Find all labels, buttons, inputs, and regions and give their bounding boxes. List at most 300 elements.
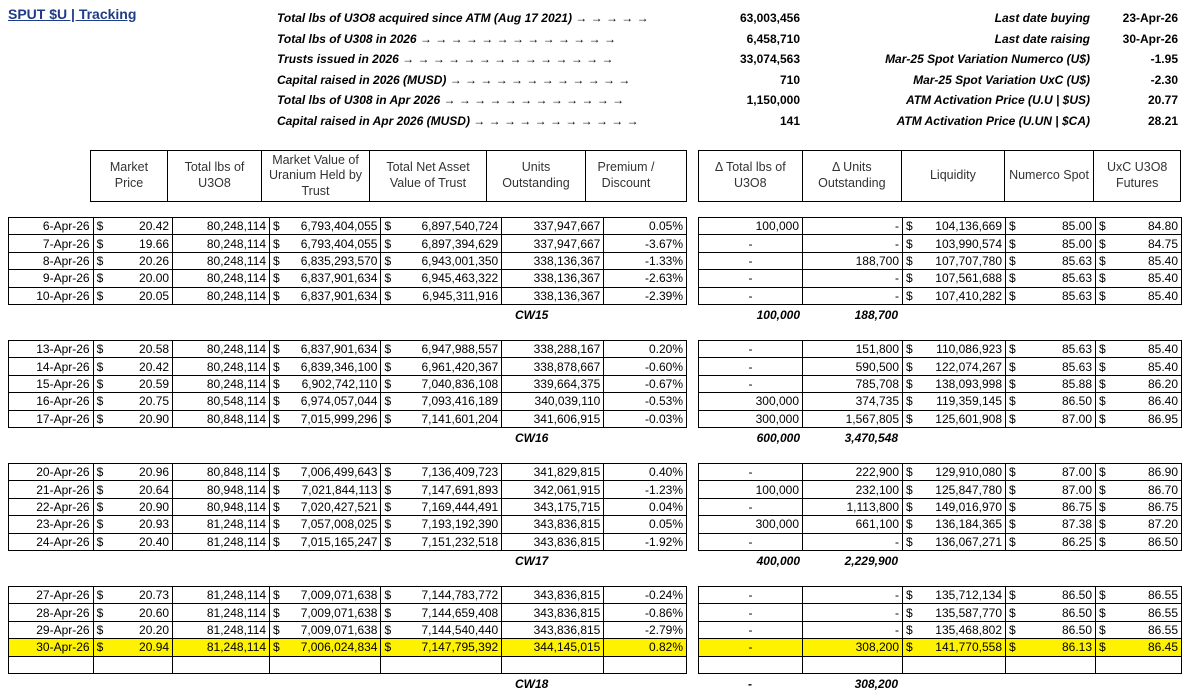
numerco-spot-cell[interactable]: 85.00 [1020, 218, 1096, 235]
empty-cell [395, 656, 501, 673]
table-row[interactable] [699, 639, 1182, 656]
delta-lbs-cell[interactable]: - [699, 287, 803, 304]
delta-lbs-cell[interactable]: - [699, 235, 803, 252]
delta-units-cell[interactable]: 785,708 [803, 375, 903, 392]
units-outstanding-cell[interactable]: 338,878,667 [502, 358, 604, 375]
currency-symbol: $ [381, 464, 395, 481]
date-cell[interactable]: 14-Apr-26 [9, 358, 94, 375]
market-value-cell[interactable]: 7,006,499,643 [284, 464, 381, 481]
table-row[interactable] [699, 393, 1182, 410]
nav-cell[interactable]: 6,945,311,916 [395, 287, 501, 304]
nav-cell[interactable]: 7,147,691,893 [395, 481, 501, 498]
table-row[interactable] [699, 287, 1182, 304]
date-cell[interactable]: 9-Apr-26 [9, 270, 94, 287]
premium-cell[interactable]: -2.63% [604, 270, 687, 287]
table-row[interactable] [699, 375, 1182, 392]
nav-cell[interactable]: 6,897,540,724 [395, 218, 501, 235]
nav-cell[interactable]: 7,144,783,772 [395, 587, 501, 604]
delta-units-cell[interactable]: 188,700 [803, 252, 903, 269]
delta-units-cell[interactable]: 232,100 [803, 481, 903, 498]
numerco-spot-cell[interactable]: 86.50 [1020, 604, 1096, 621]
summary-label: ATM Activation Price (U.UN | $CA) [896, 113, 1090, 128]
table-row[interactable] [9, 464, 687, 481]
table-row[interactable] [9, 481, 687, 498]
delta-lbs-cell[interactable]: - [699, 621, 803, 638]
numerco-spot-cell[interactable]: 85.63 [1020, 270, 1096, 287]
market-price-cell[interactable]: 20.96 [108, 464, 173, 481]
delta-units-cell[interactable]: - [803, 287, 903, 304]
delta-units-cell[interactable]: 661,100 [803, 516, 903, 533]
liquidity-cell[interactable]: 107,561,688 [917, 270, 1006, 287]
numerco-spot-cell[interactable]: 85.00 [1020, 235, 1096, 252]
table-row[interactable] [9, 516, 687, 533]
currency-symbol: $ [1096, 341, 1110, 358]
numerco-spot-cell[interactable]: 86.50 [1020, 393, 1096, 410]
total-lbs-cell[interactable]: 80,248,114 [173, 235, 270, 252]
total-lbs-cell[interactable]: 81,248,114 [173, 604, 270, 621]
premium-cell[interactable]: 0.20% [604, 341, 687, 358]
nav-cell[interactable]: 7,141,601,204 [395, 410, 501, 427]
table-row[interactable] [699, 270, 1182, 287]
uxc-futures-cell[interactable]: 84.75 [1110, 235, 1182, 252]
currency-symbol: $ [1096, 604, 1110, 621]
market-price-cell[interactable]: 20.00 [108, 270, 173, 287]
column-header[interactable]: Market Price [91, 151, 168, 201]
premium-cell[interactable]: 0.05% [604, 218, 687, 235]
premium-cell[interactable]: -2.39% [604, 287, 687, 304]
uxc-futures-cell[interactable]: 86.50 [1110, 533, 1182, 550]
delta-lbs-cell[interactable]: - [699, 464, 803, 481]
table-row[interactable] [699, 218, 1182, 235]
empty-cell [1096, 656, 1110, 673]
market-value-cell[interactable]: 6,837,901,634 [284, 341, 381, 358]
delta-lbs-cell[interactable]: 300,000 [699, 516, 803, 533]
units-outstanding-cell[interactable]: 338,136,367 [502, 270, 604, 287]
numerco-spot-cell[interactable]: 85.63 [1020, 287, 1096, 304]
total-lbs-cell[interactable]: 80,248,114 [173, 218, 270, 235]
delta-lbs-cell[interactable]: 300,000 [699, 410, 803, 427]
uxc-futures-cell[interactable]: 85.40 [1110, 252, 1182, 269]
market-price-cell[interactable]: 20.59 [108, 375, 173, 392]
table-row[interactable] [699, 516, 1182, 533]
premium-cell[interactable]: -2.79% [604, 621, 687, 638]
units-outstanding-cell[interactable]: 337,947,667 [502, 235, 604, 252]
date-cell[interactable]: 22-Apr-26 [9, 498, 94, 515]
uxc-futures-cell[interactable]: 84.80 [1110, 218, 1182, 235]
nav-cell[interactable]: 7,093,416,189 [395, 393, 501, 410]
numerco-spot-cell[interactable]: 87.00 [1020, 464, 1096, 481]
delta-units-cell[interactable]: - [803, 218, 903, 235]
units-outstanding-cell[interactable]: 338,136,367 [502, 287, 604, 304]
total-lbs-cell[interactable]: 81,248,114 [173, 639, 270, 656]
uxc-futures-cell[interactable]: 86.20 [1110, 375, 1182, 392]
market-price-cell[interactable]: 20.42 [108, 218, 173, 235]
nav-cell[interactable]: 6,961,420,367 [395, 358, 501, 375]
total-lbs-cell[interactable]: 80,248,114 [173, 287, 270, 304]
table-row[interactable] [699, 656, 1182, 673]
units-outstanding-cell[interactable]: 341,829,815 [502, 464, 604, 481]
uxc-futures-cell[interactable]: 86.55 [1110, 587, 1182, 604]
column-header[interactable]: Total Net Asset Value of Trust [370, 151, 487, 201]
total-lbs-cell[interactable]: 80,248,114 [173, 341, 270, 358]
date-cell[interactable]: 23-Apr-26 [9, 516, 94, 533]
table-row[interactable] [9, 393, 687, 410]
market-price-cell[interactable]: 20.73 [108, 587, 173, 604]
delta-units-cell[interactable]: - [803, 270, 903, 287]
uxc-futures-cell[interactable]: 85.40 [1110, 341, 1182, 358]
total-lbs-cell[interactable]: 80,248,114 [173, 252, 270, 269]
delta-units-cell[interactable]: 1,567,805 [803, 410, 903, 427]
column-header[interactable]: Δ Total lbs of U3O8 [699, 151, 803, 201]
table-row[interactable] [9, 639, 687, 656]
table-row[interactable] [699, 587, 1182, 604]
units-outstanding-cell[interactable]: 341,606,915 [502, 410, 604, 427]
market-value-cell[interactable]: 6,974,057,044 [284, 393, 381, 410]
numerco-spot-cell[interactable]: 86.75 [1020, 498, 1096, 515]
market-price-cell[interactable]: 20.42 [108, 358, 173, 375]
uxc-futures-cell[interactable]: 86.45 [1110, 639, 1182, 656]
numerco-spot-cell[interactable]: 86.50 [1020, 621, 1096, 638]
total-lbs-cell[interactable]: 80,948,114 [173, 481, 270, 498]
delta-units-cell[interactable]: 151,800 [803, 341, 903, 358]
nav-cell[interactable]: 6,945,463,322 [395, 270, 501, 287]
liquidity-cell[interactable]: 141,770,558 [917, 639, 1006, 656]
column-header[interactable]: Total lbs of U3O8 [168, 151, 262, 201]
liquidity-cell[interactable]: 119,359,145 [917, 393, 1006, 410]
numerco-spot-cell[interactable]: 86.50 [1020, 587, 1096, 604]
units-outstanding-cell[interactable]: 343,836,815 [502, 516, 604, 533]
nav-cell[interactable]: 7,151,232,518 [395, 533, 501, 550]
premium-cell[interactable]: -0.53% [604, 393, 687, 410]
units-outstanding-cell[interactable]: 343,836,815 [502, 533, 604, 550]
delta-lbs-cell[interactable]: - [699, 604, 803, 621]
empty-cell [917, 656, 1006, 673]
numerco-spot-cell[interactable]: 87.00 [1020, 481, 1096, 498]
market-value-cell[interactable]: 6,793,404,055 [284, 235, 381, 252]
premium-cell[interactable]: -1.92% [604, 533, 687, 550]
nav-cell[interactable]: 7,136,409,723 [395, 464, 501, 481]
table-row[interactable] [699, 621, 1182, 638]
table-row[interactable] [9, 587, 687, 604]
table-row[interactable] [699, 498, 1182, 515]
nav-cell[interactable]: 6,943,001,350 [395, 252, 501, 269]
premium-cell[interactable]: -0.03% [604, 410, 687, 427]
summary-value: 20.77 [1147, 93, 1178, 108]
units-outstanding-cell[interactable]: 339,664,375 [502, 375, 604, 392]
units-outstanding-cell[interactable]: 343,836,815 [502, 587, 604, 604]
uxc-futures-cell[interactable]: 85.40 [1110, 358, 1182, 375]
table-row[interactable] [699, 252, 1182, 269]
units-outstanding-cell[interactable]: 340,039,110 [502, 393, 604, 410]
market-price-cell[interactable]: 20.64 [108, 481, 173, 498]
premium-cell[interactable]: -0.24% [604, 587, 687, 604]
table-row[interactable] [9, 375, 687, 392]
table-row[interactable] [9, 604, 687, 621]
delta-lbs-cell[interactable]: 100,000 [699, 218, 803, 235]
table-row[interactable] [9, 341, 687, 358]
liquidity-cell[interactable]: 136,067,271 [917, 533, 1006, 550]
table-row[interactable] [699, 464, 1182, 481]
table-row[interactable] [9, 410, 687, 427]
week-table-left [8, 217, 687, 305]
column-header[interactable]: Premium / Discount [597, 160, 655, 190]
numerco-spot-cell[interactable]: 87.00 [1020, 410, 1096, 427]
delta-lbs-cell[interactable]: - [699, 375, 803, 392]
market-price-cell[interactable]: 20.93 [108, 516, 173, 533]
numerco-spot-cell[interactable]: 85.63 [1020, 358, 1096, 375]
table-row[interactable] [9, 358, 687, 375]
total-lbs-cell[interactable]: 80,948,114 [173, 498, 270, 515]
market-value-cell[interactable]: 7,057,008,025 [284, 516, 381, 533]
liquidity-cell[interactable]: 103,990,574 [917, 235, 1006, 252]
market-value-cell[interactable]: 6,793,404,055 [284, 218, 381, 235]
uxc-futures-cell[interactable]: 86.75 [1110, 498, 1182, 515]
numerco-spot-cell[interactable]: 85.88 [1020, 375, 1096, 392]
liquidity-cell[interactable]: 122,074,267 [917, 358, 1006, 375]
units-outstanding-cell[interactable]: 338,136,367 [502, 252, 604, 269]
liquidity-cell[interactable]: 110,086,923 [917, 341, 1006, 358]
liquidity-cell[interactable]: 135,587,770 [917, 604, 1006, 621]
market-price-cell[interactable]: 20.20 [108, 621, 173, 638]
total-lbs-cell[interactable]: 81,248,114 [173, 587, 270, 604]
numerco-spot-cell[interactable]: 87.38 [1020, 516, 1096, 533]
liquidity-cell[interactable]: 125,601,908 [917, 410, 1006, 427]
market-value-cell[interactable]: 7,006,024,834 [284, 639, 381, 656]
column-header[interactable]: Market Value of Uranium Held by Trust [262, 151, 370, 201]
date-cell[interactable]: 15-Apr-26 [9, 375, 94, 392]
total-lbs-cell[interactable]: 80,248,114 [173, 375, 270, 392]
delta-units-cell[interactable]: 374,735 [803, 393, 903, 410]
date-cell[interactable]: 29-Apr-26 [9, 621, 94, 638]
table-row[interactable] [699, 235, 1182, 252]
table-row[interactable] [699, 533, 1182, 550]
delta-units-cell[interactable]: - [803, 587, 903, 604]
premium-cell[interactable]: 0.40% [604, 464, 687, 481]
units-outstanding-cell[interactable]: 338,288,167 [502, 341, 604, 358]
date-cell[interactable]: 24-Apr-26 [9, 533, 94, 550]
units-outstanding-cell[interactable]: 344,145,015 [502, 639, 604, 656]
total-lbs-cell[interactable]: 81,248,114 [173, 516, 270, 533]
summary-label: Last date buying [994, 11, 1090, 25]
summary-value: 23-Apr-26 [1122, 11, 1178, 25]
liquidity-cell[interactable]: 138,093,998 [917, 375, 1006, 392]
table-row[interactable] [9, 218, 687, 235]
uxc-futures-cell[interactable]: 86.40 [1110, 393, 1182, 410]
nav-cell[interactable]: 7,169,444,491 [395, 498, 501, 515]
table-row[interactable] [9, 533, 687, 550]
uxc-futures-cell[interactable]: 86.95 [1110, 410, 1182, 427]
delta-lbs-cell[interactable]: 300,000 [699, 393, 803, 410]
table-row[interactable] [699, 358, 1182, 375]
delta-units-cell[interactable]: - [803, 604, 903, 621]
column-header[interactable]: UxC U3O8 Futures [1106, 160, 1168, 190]
numerco-spot-cell[interactable]: 85.63 [1020, 252, 1096, 269]
page-title[interactable]: SPUT $U | Tracking [8, 6, 137, 22]
premium-cell[interactable]: -1.23% [604, 481, 687, 498]
units-outstanding-cell[interactable]: 337,947,667 [502, 218, 604, 235]
liquidity-cell[interactable]: 136,184,365 [917, 516, 1006, 533]
liquidity-cell[interactable]: 129,910,080 [917, 464, 1006, 481]
total-lbs-cell[interactable]: 80,848,114 [173, 464, 270, 481]
table-row[interactable] [9, 621, 687, 638]
market-value-cell[interactable]: 7,009,071,638 [284, 587, 381, 604]
currency-symbol: $ [93, 375, 107, 392]
numerco-spot-cell[interactable]: 86.25 [1020, 533, 1096, 550]
table-row[interactable] [9, 498, 687, 515]
delta-lbs-cell[interactable]: - [699, 498, 803, 515]
date-cell[interactable]: 27-Apr-26 [9, 587, 94, 604]
table-row[interactable] [699, 481, 1182, 498]
delta-units-cell[interactable]: - [803, 621, 903, 638]
premium-cell[interactable]: -0.67% [604, 375, 687, 392]
market-value-cell[interactable]: 6,839,346,100 [284, 358, 381, 375]
date-cell[interactable]: 10-Apr-26 [9, 287, 94, 304]
units-outstanding-cell[interactable]: 343,836,815 [502, 604, 604, 621]
market-price-cell[interactable]: 20.75 [108, 393, 173, 410]
delta-lbs-cell[interactable]: - [699, 587, 803, 604]
table-row[interactable] [9, 252, 687, 269]
premium-cell[interactable]: -1.33% [604, 252, 687, 269]
delta-lbs-cell[interactable]: - [699, 252, 803, 269]
market-value-cell[interactable]: 7,009,071,638 [284, 621, 381, 638]
date-cell[interactable]: 6-Apr-26 [9, 218, 94, 235]
currency-symbol: $ [93, 498, 107, 515]
liquidity-cell[interactable]: 107,707,780 [917, 252, 1006, 269]
delta-units-cell[interactable]: 222,900 [803, 464, 903, 481]
uxc-futures-cell[interactable]: 86.55 [1110, 604, 1182, 621]
market-price-cell[interactable]: 20.60 [108, 604, 173, 621]
liquidity-cell[interactable]: 104,136,669 [917, 218, 1006, 235]
premium-cell[interactable]: 0.05% [604, 516, 687, 533]
market-value-cell[interactable]: 7,021,844,113 [284, 481, 381, 498]
currency-symbol: $ [93, 604, 107, 621]
liquidity-cell[interactable]: 149,016,970 [917, 498, 1006, 515]
market-price-cell[interactable]: 20.94 [108, 639, 173, 656]
total-lbs-cell[interactable]: 80,248,114 [173, 358, 270, 375]
table-row[interactable] [9, 235, 687, 252]
date-cell[interactable]: 16-Apr-26 [9, 393, 94, 410]
nav-cell[interactable]: 6,897,394,629 [395, 235, 501, 252]
delta-lbs-cell[interactable]: 100,000 [699, 481, 803, 498]
empty-cell [604, 656, 687, 673]
delta-units-cell[interactable]: 590,500 [803, 358, 903, 375]
nav-cell[interactable]: 7,193,192,390 [395, 516, 501, 533]
date-cell[interactable]: 7-Apr-26 [9, 235, 94, 252]
liquidity-cell[interactable]: 135,712,134 [917, 587, 1006, 604]
market-price-cell[interactable]: 20.05 [108, 287, 173, 304]
table-row[interactable] [9, 287, 687, 304]
total-lbs-cell[interactable]: 81,248,114 [173, 621, 270, 638]
empty-cell [381, 656, 395, 673]
currency-symbol: $ [1096, 218, 1110, 235]
market-price-cell[interactable]: 19.66 [108, 235, 173, 252]
numerco-spot-cell[interactable]: 86.13 [1020, 639, 1096, 656]
market-value-cell[interactable]: 7,015,165,247 [284, 533, 381, 550]
delta-lbs-cell[interactable]: - [699, 341, 803, 358]
market-value-cell[interactable]: 7,009,071,638 [284, 604, 381, 621]
liquidity-cell[interactable]: 125,847,780 [917, 481, 1006, 498]
uxc-futures-cell[interactable]: 87.20 [1110, 516, 1182, 533]
table-row[interactable] [699, 410, 1182, 427]
units-outstanding-cell[interactable]: 343,175,715 [502, 498, 604, 515]
market-value-cell[interactable]: 7,020,427,521 [284, 498, 381, 515]
date-cell[interactable]: 30-Apr-26 [9, 639, 94, 656]
nav-cell[interactable]: 7,040,836,108 [395, 375, 501, 392]
date-cell[interactable]: 28-Apr-26 [9, 604, 94, 621]
week-label: CW16 [515, 431, 549, 445]
market-value-cell[interactable]: 7,015,999,296 [284, 410, 381, 427]
units-outstanding-cell[interactable]: 342,061,915 [502, 481, 604, 498]
total-lbs-cell[interactable]: 80,248,114 [173, 270, 270, 287]
uxc-futures-cell[interactable]: 85.40 [1110, 270, 1182, 287]
total-lbs-cell[interactable]: 80,848,114 [173, 410, 270, 427]
date-cell[interactable]: 20-Apr-26 [9, 464, 94, 481]
nav-cell[interactable]: 7,144,540,440 [395, 621, 501, 638]
market-price-cell[interactable]: 20.40 [108, 533, 173, 550]
nav-cell[interactable]: 7,144,659,408 [395, 604, 501, 621]
table-row[interactable] [699, 341, 1182, 358]
premium-cell[interactable]: -0.60% [604, 358, 687, 375]
premium-cell[interactable]: -3.67% [604, 235, 687, 252]
column-header[interactable]: Liquidity [902, 151, 1005, 201]
date-cell[interactable]: 13-Apr-26 [9, 341, 94, 358]
delta-units-cell[interactable]: 1,113,800 [803, 498, 903, 515]
delta-units-cell[interactable]: - [803, 533, 903, 550]
market-value-cell[interactable]: 6,837,901,634 [284, 287, 381, 304]
delta-lbs-cell[interactable]: - [699, 270, 803, 287]
delta-units-cell[interactable]: 308,200 [803, 639, 903, 656]
uxc-futures-cell[interactable]: 85.40 [1110, 287, 1182, 304]
market-value-cell[interactable]: 6,835,293,570 [284, 252, 381, 269]
date-cell[interactable]: 8-Apr-26 [9, 252, 94, 269]
table-row[interactable] [9, 656, 687, 673]
market-price-cell[interactable]: 20.58 [108, 341, 173, 358]
premium-cell[interactable]: -0.86% [604, 604, 687, 621]
market-price-cell[interactable]: 20.90 [108, 410, 173, 427]
summary-value: 1,150,000 [746, 93, 800, 108]
column-header[interactable]: Δ Units Outstanding [803, 151, 903, 201]
delta-lbs-cell[interactable]: - [699, 533, 803, 550]
delta-lbs-cell[interactable]: - [699, 639, 803, 656]
table-row[interactable] [9, 270, 687, 287]
liquidity-cell[interactable]: 107,410,282 [917, 287, 1006, 304]
total-lbs-cell[interactable]: 81,248,114 [173, 533, 270, 550]
date-cell[interactable]: 17-Apr-26 [9, 410, 94, 427]
uxc-futures-cell[interactable]: 86.55 [1110, 621, 1182, 638]
numerco-spot-cell[interactable]: 85.63 [1020, 341, 1096, 358]
currency-symbol: $ [381, 587, 395, 604]
market-value-cell[interactable]: 6,902,742,110 [284, 375, 381, 392]
column-header[interactable]: Numerco Spot [1005, 151, 1095, 201]
market-value-cell[interactable]: 6,837,901,634 [284, 270, 381, 287]
nav-cell[interactable]: 6,947,988,557 [395, 341, 501, 358]
market-price-cell[interactable]: 20.90 [108, 498, 173, 515]
units-outstanding-cell[interactable]: 343,836,815 [502, 621, 604, 638]
table-row[interactable] [699, 604, 1182, 621]
total-lbs-cell[interactable]: 80,548,114 [173, 393, 270, 410]
date-cell[interactable]: 21-Apr-26 [9, 481, 94, 498]
market-price-cell[interactable]: 20.26 [108, 252, 173, 269]
uxc-futures-cell[interactable]: 86.90 [1110, 464, 1182, 481]
premium-cell[interactable]: 0.04% [604, 498, 687, 515]
premium-cell[interactable]: 0.82% [604, 639, 687, 656]
liquidity-cell[interactable]: 135,468,802 [917, 621, 1006, 638]
delta-units-cell[interactable]: - [803, 235, 903, 252]
nav-cell[interactable]: 7,147,795,392 [395, 639, 501, 656]
column-header[interactable]: Units Outstanding [487, 151, 586, 201]
uxc-futures-cell[interactable]: 86.70 [1110, 481, 1182, 498]
delta-lbs-cell[interactable]: - [699, 358, 803, 375]
